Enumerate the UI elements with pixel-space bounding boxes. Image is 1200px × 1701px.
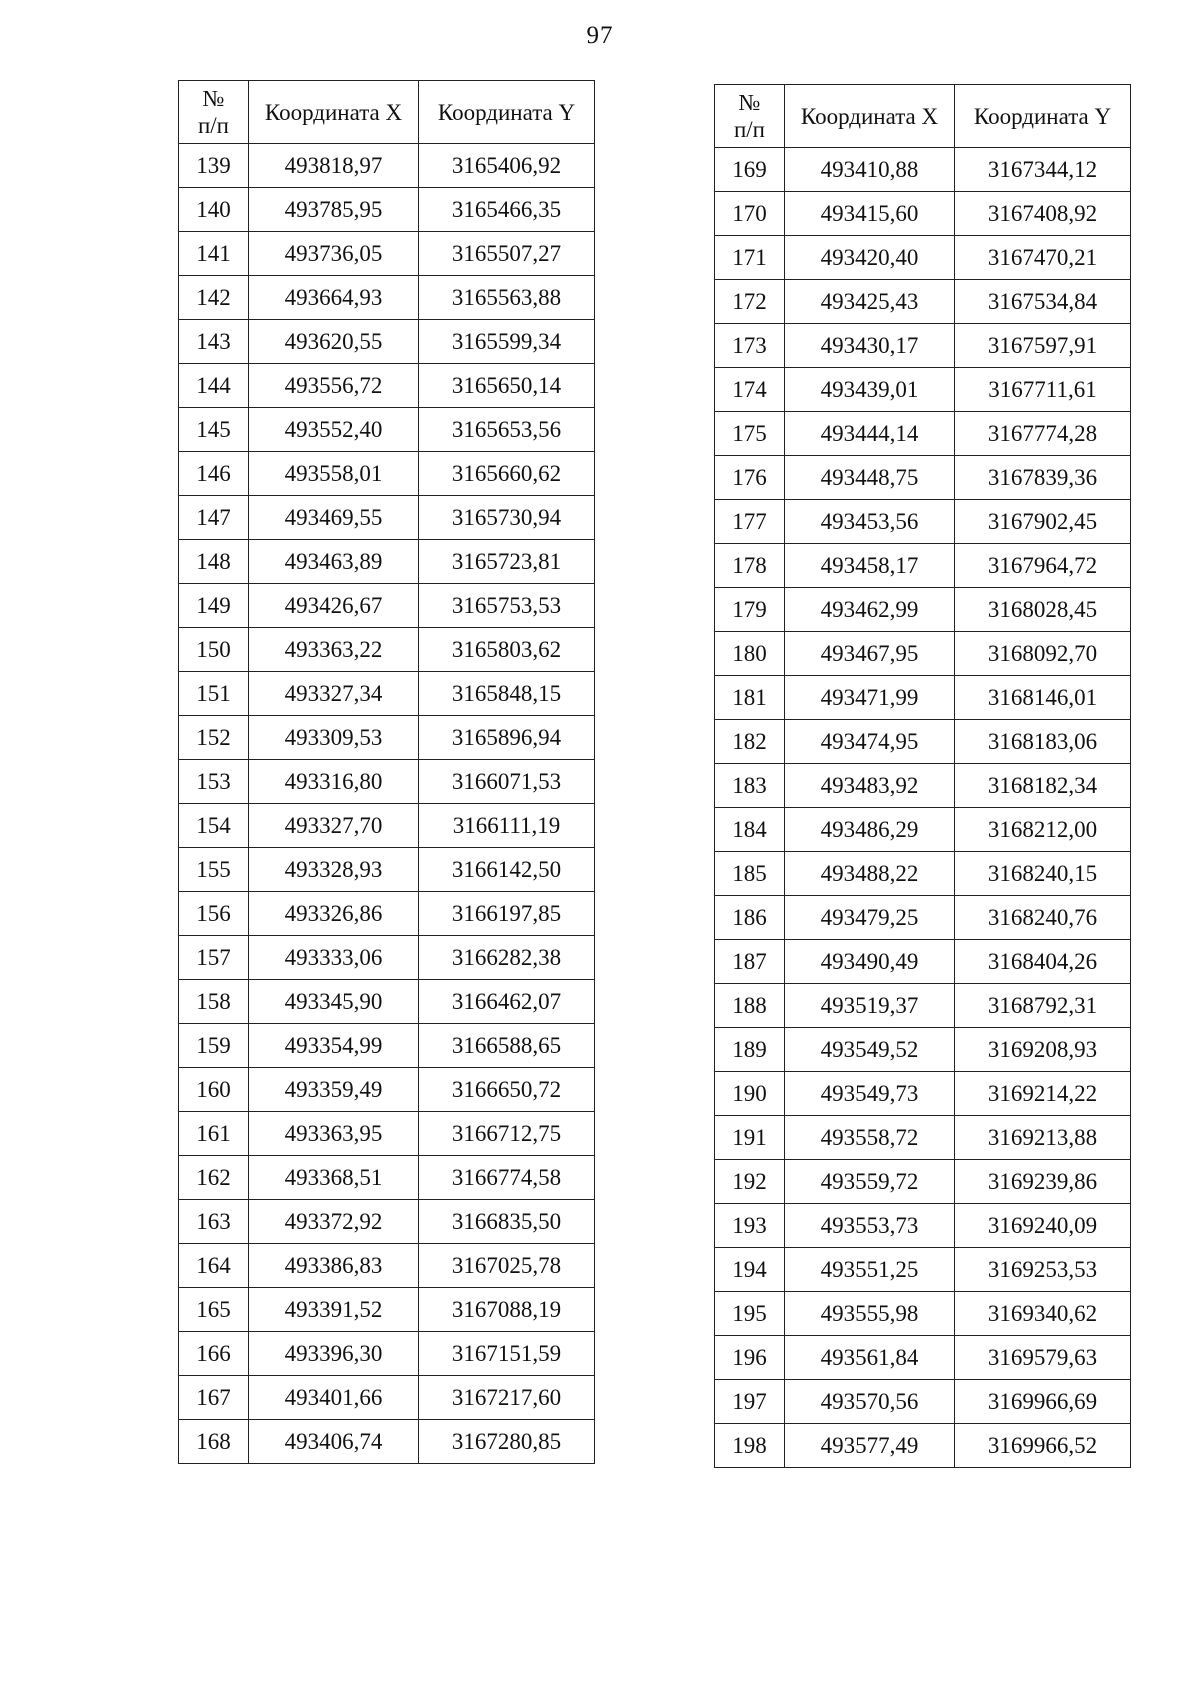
header-number-pp: п/п (733, 117, 765, 142)
cell-coord-x: 493549,52 (785, 1028, 955, 1072)
cell-number: 184 (715, 808, 785, 852)
cell-coord-y: 3169340,62 (955, 1292, 1131, 1336)
cell-coord-x: 493577,49 (785, 1424, 955, 1468)
cell-coord-x: 493453,56 (785, 500, 955, 544)
cell-coord-y: 3167280,85 (419, 1420, 595, 1464)
cell-coord-x: 493467,95 (785, 632, 955, 676)
table-row (715, 676, 1131, 720)
table-row (715, 940, 1131, 984)
cell-coord-y: 3167902,45 (955, 500, 1131, 544)
table-row (179, 144, 595, 188)
table-row (715, 544, 1131, 588)
cell-coord-y: 3167408,92 (955, 192, 1131, 236)
cell-number: 164 (179, 1244, 249, 1288)
cell-coord-x: 493785,95 (249, 188, 419, 232)
cell-coord-x: 493519,37 (785, 984, 955, 1028)
table-row (179, 672, 595, 716)
cell-coord-y: 3168792,31 (955, 984, 1131, 1028)
cell-coord-x: 493558,72 (785, 1116, 955, 1160)
cell-coord-x: 493462,99 (785, 588, 955, 632)
cell-coord-x: 493483,92 (785, 764, 955, 808)
cell-number: 148 (179, 540, 249, 584)
cell-coord-y: 3165723,81 (419, 540, 595, 584)
cell-coord-x: 493463,89 (249, 540, 419, 584)
table-row (715, 412, 1131, 456)
table-header-row (715, 85, 1131, 148)
table-row (179, 892, 595, 936)
cell-coord-y: 3168240,76 (955, 896, 1131, 940)
cell-coord-y: 3166650,72 (419, 1068, 595, 1112)
table-row (179, 1024, 595, 1068)
cell-coord-x: 493386,83 (249, 1244, 419, 1288)
page-number: 97 (586, 22, 614, 49)
cell-number: 151 (179, 672, 249, 716)
header-coord-y: Координата Y (955, 85, 1131, 148)
table-row (715, 852, 1131, 896)
cell-coord-y: 3166774,58 (419, 1156, 595, 1200)
cell-number: 183 (715, 764, 785, 808)
cell-number: 162 (179, 1156, 249, 1200)
cell-number: 190 (715, 1072, 785, 1116)
cell-number: 196 (715, 1336, 785, 1380)
cell-number: 141 (179, 232, 249, 276)
cell-coord-y: 3165466,35 (419, 188, 595, 232)
cell-number: 167 (179, 1376, 249, 1420)
cell-coord-y: 3167088,19 (419, 1288, 595, 1332)
cell-coord-y: 3169208,93 (955, 1028, 1131, 1072)
cell-number: 140 (179, 188, 249, 232)
coordinates-table-left (178, 80, 595, 1464)
table-row (179, 848, 595, 892)
cell-coord-y: 3167964,72 (955, 544, 1131, 588)
cell-coord-y: 3165730,94 (419, 496, 595, 540)
cell-coord-x: 493430,17 (785, 324, 955, 368)
cell-number: 149 (179, 584, 249, 628)
table-row (179, 628, 595, 672)
table-row (179, 804, 595, 848)
cell-coord-y: 3165406,92 (419, 144, 595, 188)
cell-coord-y: 3168404,26 (955, 940, 1131, 984)
table-row (715, 1204, 1131, 1248)
cell-number: 165 (179, 1288, 249, 1332)
cell-coord-y: 3166712,75 (419, 1112, 595, 1156)
table-row (715, 1292, 1131, 1336)
cell-coord-y: 3166111,19 (419, 804, 595, 848)
table-row (179, 1376, 595, 1420)
cell-number: 172 (715, 280, 785, 324)
cell-coord-x: 493327,70 (249, 804, 419, 848)
cell-number: 157 (179, 936, 249, 980)
cell-number: 191 (715, 1116, 785, 1160)
header-number-pp: п/п (197, 113, 229, 138)
cell-number: 198 (715, 1424, 785, 1468)
cell-coord-y: 3165653,56 (419, 408, 595, 452)
table-row (179, 1332, 595, 1376)
cell-coord-y: 3168240,15 (955, 852, 1131, 896)
table-row (715, 588, 1131, 632)
cell-number: 161 (179, 1112, 249, 1156)
cell-coord-x: 493490,49 (785, 940, 955, 984)
cell-coord-y: 3169579,63 (955, 1336, 1131, 1380)
cell-coord-x: 493326,86 (249, 892, 419, 936)
header-number-sign: № (738, 90, 761, 115)
cell-coord-x: 493415,60 (785, 192, 955, 236)
table-row (179, 232, 595, 276)
cell-coord-x: 493556,72 (249, 364, 419, 408)
cell-coord-x: 493363,22 (249, 628, 419, 672)
cell-coord-x: 493555,98 (785, 1292, 955, 1336)
table-row (179, 540, 595, 584)
table-row (179, 936, 595, 980)
table-row (179, 1112, 595, 1156)
table-row (715, 896, 1131, 940)
table-row (179, 1156, 595, 1200)
cell-number: 144 (179, 364, 249, 408)
header-number (179, 81, 249, 144)
table-row (179, 760, 595, 804)
table-row (715, 236, 1131, 280)
table-row (715, 148, 1131, 192)
cell-coord-x: 493444,14 (785, 412, 955, 456)
cell-number: 189 (715, 1028, 785, 1072)
cell-coord-x: 493471,99 (785, 676, 955, 720)
cell-coord-y: 3165650,14 (419, 364, 595, 408)
cell-coord-y: 3169966,69 (955, 1380, 1131, 1424)
table-row (179, 1200, 595, 1244)
cell-coord-x: 493368,51 (249, 1156, 419, 1200)
cell-coord-x: 493363,95 (249, 1112, 419, 1156)
cell-number: 145 (179, 408, 249, 452)
table-row (179, 452, 595, 496)
cell-coord-y: 3166142,50 (419, 848, 595, 892)
cell-coord-y: 3168146,01 (955, 676, 1131, 720)
cell-number: 176 (715, 456, 785, 500)
table-row (179, 496, 595, 540)
table-row (179, 188, 595, 232)
cell-coord-y: 3167534,84 (955, 280, 1131, 324)
cell-number: 181 (715, 676, 785, 720)
cell-number: 180 (715, 632, 785, 676)
cell-coord-x: 493664,93 (249, 276, 419, 320)
table-row (179, 320, 595, 364)
table-row (179, 980, 595, 1024)
cell-coord-y: 3167711,61 (955, 368, 1131, 412)
cell-number: 188 (715, 984, 785, 1028)
cell-coord-y: 3168028,45 (955, 588, 1131, 632)
cell-number: 150 (179, 628, 249, 672)
cell-coord-y: 3166835,50 (419, 1200, 595, 1244)
cell-coord-y: 3166282,38 (419, 936, 595, 980)
cell-coord-y: 3167470,21 (955, 236, 1131, 280)
cell-coord-y: 3168182,34 (955, 764, 1131, 808)
cell-number: 168 (179, 1420, 249, 1464)
cell-coord-y: 3167344,12 (955, 148, 1131, 192)
cell-coord-x: 493474,95 (785, 720, 955, 764)
cell-coord-x: 493359,49 (249, 1068, 419, 1112)
cell-coord-x: 493391,52 (249, 1288, 419, 1332)
table-row (715, 368, 1131, 412)
cell-coord-x: 493333,06 (249, 936, 419, 980)
cell-coord-y: 3165896,94 (419, 716, 595, 760)
cell-coord-y: 3165803,62 (419, 628, 595, 672)
table-row (179, 1288, 595, 1332)
cell-coord-y: 3165563,88 (419, 276, 595, 320)
cell-number: 179 (715, 588, 785, 632)
table-row (179, 364, 595, 408)
cell-coord-x: 493372,92 (249, 1200, 419, 1244)
cell-coord-y: 3169213,88 (955, 1116, 1131, 1160)
table-row (179, 1244, 595, 1288)
cell-coord-y: 3169253,53 (955, 1248, 1131, 1292)
cell-coord-y: 3169240,09 (955, 1204, 1131, 1248)
cell-number: 193 (715, 1204, 785, 1248)
cell-number: 178 (715, 544, 785, 588)
cell-coord-x: 493488,22 (785, 852, 955, 896)
table-header-row (179, 81, 595, 144)
cell-coord-x: 493620,55 (249, 320, 419, 364)
cell-number: 197 (715, 1380, 785, 1424)
cell-coord-x: 493327,34 (249, 672, 419, 716)
table-row (715, 720, 1131, 764)
header-number-sign: № (202, 86, 225, 111)
cell-number: 195 (715, 1292, 785, 1336)
cell-coord-y: 3168212,00 (955, 808, 1131, 852)
table-row (715, 324, 1131, 368)
header-coord-x: Координата X (785, 85, 955, 148)
cell-coord-x: 493458,17 (785, 544, 955, 588)
table-row (715, 500, 1131, 544)
cell-coord-x: 493558,01 (249, 452, 419, 496)
table-row (715, 1248, 1131, 1292)
cell-coord-x: 493553,73 (785, 1204, 955, 1248)
cell-coord-y: 3166197,85 (419, 892, 595, 936)
cell-number: 146 (179, 452, 249, 496)
cell-coord-y: 3167151,59 (419, 1332, 595, 1376)
cell-number: 163 (179, 1200, 249, 1244)
header-coord-x: Координата X (249, 81, 419, 144)
cell-number: 186 (715, 896, 785, 940)
table-row (715, 764, 1131, 808)
cell-number: 171 (715, 236, 785, 280)
cell-number: 156 (179, 892, 249, 936)
table-row (715, 456, 1131, 500)
table-row (715, 280, 1131, 324)
header-number (715, 85, 785, 148)
cell-coord-x: 493309,53 (249, 716, 419, 760)
cell-coord-y: 3168092,70 (955, 632, 1131, 676)
table-row (179, 584, 595, 628)
cell-number: 194 (715, 1248, 785, 1292)
cell-coord-x: 493469,55 (249, 496, 419, 540)
cell-number: 153 (179, 760, 249, 804)
table-row (715, 984, 1131, 1028)
cell-coord-x: 493406,74 (249, 1420, 419, 1464)
cell-coord-y: 3167774,28 (955, 412, 1131, 456)
cell-coord-x: 493354,99 (249, 1024, 419, 1068)
table-row (715, 1028, 1131, 1072)
cell-coord-x: 493328,93 (249, 848, 419, 892)
cell-coord-x: 493570,56 (785, 1380, 955, 1424)
cell-coord-y: 3168183,06 (955, 720, 1131, 764)
cell-coord-x: 493420,40 (785, 236, 955, 280)
cell-number: 154 (179, 804, 249, 848)
cell-coord-x: 493345,90 (249, 980, 419, 1024)
table-row (179, 408, 595, 452)
cell-coord-x: 493559,72 (785, 1160, 955, 1204)
cell-number: 175 (715, 412, 785, 456)
cell-number: 182 (715, 720, 785, 764)
cell-coord-y: 3166071,53 (419, 760, 595, 804)
table-row (715, 1160, 1131, 1204)
cell-number: 170 (715, 192, 785, 236)
cell-number: 158 (179, 980, 249, 1024)
cell-coord-y: 3167839,36 (955, 456, 1131, 500)
cell-number: 187 (715, 940, 785, 984)
cell-coord-y: 3169966,52 (955, 1424, 1131, 1468)
table-row (715, 192, 1131, 236)
cell-coord-x: 493448,75 (785, 456, 955, 500)
cell-coord-y: 3166588,65 (419, 1024, 595, 1068)
cell-number: 169 (715, 148, 785, 192)
cell-coord-y: 3165599,34 (419, 320, 595, 364)
cell-coord-x: 493439,01 (785, 368, 955, 412)
table-row (715, 1424, 1131, 1468)
cell-number: 159 (179, 1024, 249, 1068)
cell-number: 160 (179, 1068, 249, 1112)
cell-number: 185 (715, 852, 785, 896)
table-row (715, 632, 1131, 676)
table-row (179, 276, 595, 320)
table-row (179, 716, 595, 760)
header-coord-y: Координата Y (419, 81, 595, 144)
cell-coord-y: 3169239,86 (955, 1160, 1131, 1204)
cell-number: 152 (179, 716, 249, 760)
table-row (179, 1420, 595, 1464)
cell-coord-y: 3165507,27 (419, 232, 595, 276)
cell-coord-x: 493818,97 (249, 144, 419, 188)
cell-coord-x: 493425,43 (785, 280, 955, 324)
cell-number: 166 (179, 1332, 249, 1376)
cell-coord-y: 3169214,22 (955, 1072, 1131, 1116)
cell-coord-x: 493736,05 (249, 232, 419, 276)
cell-number: 142 (179, 276, 249, 320)
cell-coord-x: 493396,30 (249, 1332, 419, 1376)
coordinates-table-right (714, 84, 1131, 1468)
cell-number: 192 (715, 1160, 785, 1204)
cell-coord-y: 3165848,15 (419, 672, 595, 716)
cell-number: 155 (179, 848, 249, 892)
table-row (715, 1072, 1131, 1116)
cell-coord-y: 3167217,60 (419, 1376, 595, 1420)
cell-coord-y: 3165660,62 (419, 452, 595, 496)
cell-number: 174 (715, 368, 785, 412)
cell-coord-y: 3166462,07 (419, 980, 595, 1024)
cell-coord-x: 493479,25 (785, 896, 955, 940)
table-row (715, 1116, 1131, 1160)
table-row (715, 1336, 1131, 1380)
cell-number: 147 (179, 496, 249, 540)
cell-number: 139 (179, 144, 249, 188)
cell-coord-x: 493316,80 (249, 760, 419, 804)
cell-coord-x: 493551,25 (785, 1248, 955, 1292)
cell-number: 143 (179, 320, 249, 364)
cell-coord-x: 493552,40 (249, 408, 419, 452)
cell-coord-x: 493561,84 (785, 1336, 955, 1380)
cell-coord-x: 493486,29 (785, 808, 955, 852)
cell-coord-x: 493410,88 (785, 148, 955, 192)
cell-coord-x: 493401,66 (249, 1376, 419, 1420)
cell-number: 173 (715, 324, 785, 368)
cell-number: 177 (715, 500, 785, 544)
cell-coord-y: 3165753,53 (419, 584, 595, 628)
cell-coord-x: 493426,67 (249, 584, 419, 628)
table-row (715, 1380, 1131, 1424)
table-row (179, 1068, 595, 1112)
cell-coord-y: 3167025,78 (419, 1244, 595, 1288)
cell-coord-x: 493549,73 (785, 1072, 955, 1116)
table-row (715, 808, 1131, 852)
cell-coord-y: 3167597,91 (955, 324, 1131, 368)
